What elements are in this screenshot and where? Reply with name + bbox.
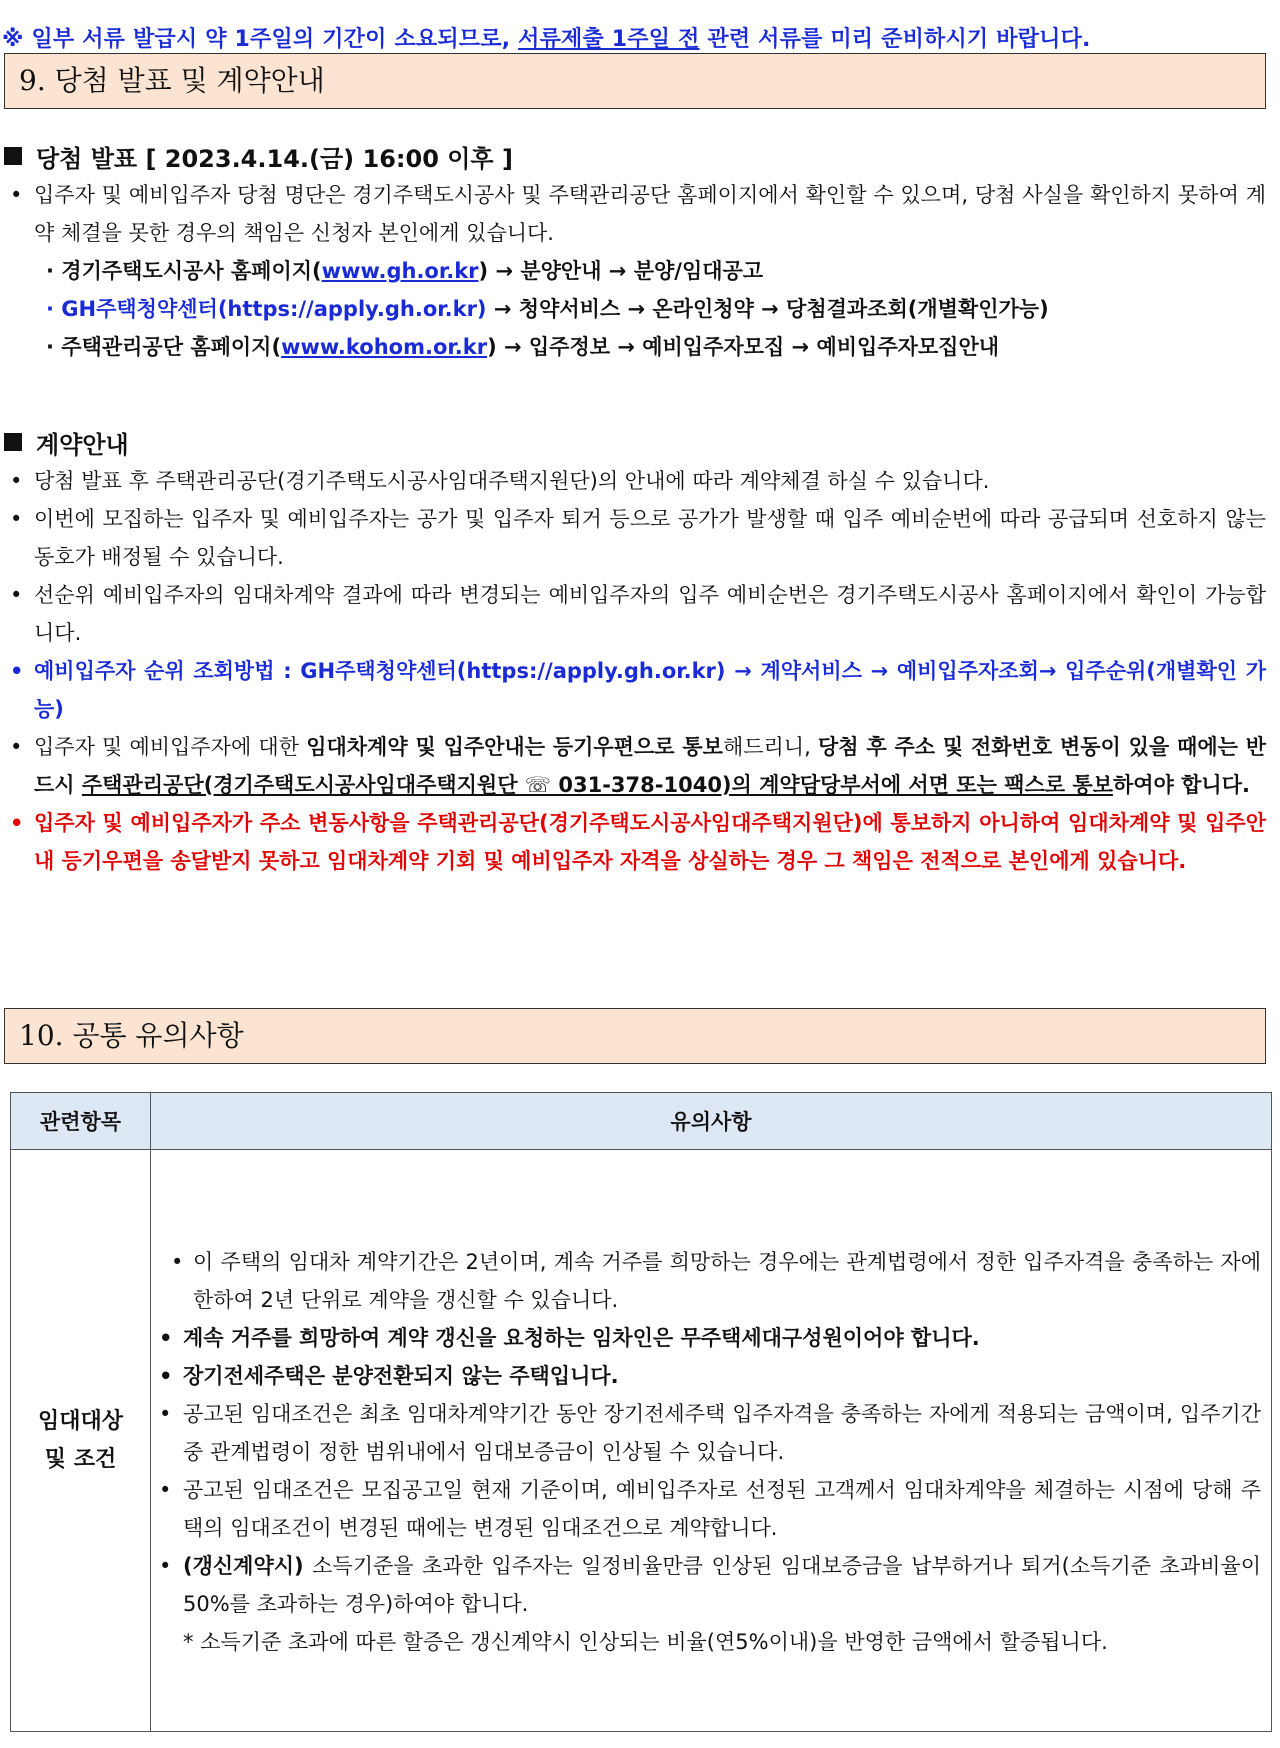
contract-block xyxy=(4,424,1266,880)
contract-bullet-5-part-6: 하여야 합니다. xyxy=(1112,773,1250,797)
contract-bullet-5-part-1: 입주자 및 예비입주자에 대한 xyxy=(34,735,307,759)
bullet-dot-icon: • xyxy=(10,469,23,493)
caution-item-2 xyxy=(155,1319,1261,1357)
gh-homepage-path xyxy=(4,252,1266,290)
bullet-dot-icon: • xyxy=(10,659,24,683)
contract-bullet-4-text: 예비입주자 순위 조회방법 : GH주택청약센터(https://apply.gh.or.kr) → 계약서비스 → 예비입주자조회→ 입주순위(개별확인 가능) xyxy=(34,659,1266,721)
gh-apply-suffix: → 청약서비스 → 온라인청약 → 당첨결과조회(개별확인가능) xyxy=(486,297,1049,321)
gh-homepage-suffix: ) → 분양안내 → 분양/임대공고 xyxy=(478,259,764,283)
gh-apply-link[interactable]: · GH주택청약센터(https://apply.gh.or.kr) xyxy=(46,297,487,321)
caution-item-6 xyxy=(155,1547,1261,1623)
bullet-dot-icon: • xyxy=(10,183,23,207)
section-10-title: 10. 공통 유의사항 xyxy=(4,1008,1266,1064)
caution-item-3 xyxy=(155,1357,1261,1395)
gh-apply-path xyxy=(4,290,1266,328)
bullet-dot-icon: • xyxy=(159,1477,172,1502)
kohom-prefix: · 주택관리공단 홈페이지( xyxy=(46,335,282,359)
contract-bullet-6-text: 입주자 및 예비입주자가 주소 변동사항을 주택관리공단(경기주택도시공사임대주택지원단)에 통보하지 아니하여 임대차계약 및 입주안내 등기우편을 송달받지 못하고 임대차계약 기회 및 예비입주자 자격을 상실하는 경우 그 책임은 전적으로 본인에게 있습니다. xyxy=(34,811,1266,873)
kohom-suffix: ) → 입주정보 → 예비입주자모집 → 예비입주자모집안내 xyxy=(487,335,1000,359)
contract-bullet-4 xyxy=(4,652,1266,728)
caution-item-5-text: 공고된 임대조건은 모집공고일 현재 기준이며, 예비입주자로 선정된 고객께서 임대차계약을 체결하는 시점에 당해 주택의 임대조건이 변경된 때에는 변경된 임대조건으로 계약합니다. xyxy=(183,1477,1261,1540)
caution-item-2-text: 계속 거주를 희망하여 계약 갱신을 요청하는 임차인은 무주택세대구성원이어야 합니다. xyxy=(183,1325,980,1350)
col-header-item: 관련항목 xyxy=(11,1093,151,1150)
contract-heading xyxy=(4,424,1266,460)
caution-item-6-text: 소득기준을 초과한 입주자는 일정비율만큼 인상된 임대보증금을 납부하거나 퇴거(소득기준 초과비율이 50%를 초과하는 경우)하여야 합니다. xyxy=(183,1553,1261,1616)
contract-bullet-5 xyxy=(4,728,1266,804)
caution-item-3-text: 장기전세주택은 분양전환되지 않는 주택입니다. xyxy=(183,1363,619,1388)
kohom-path xyxy=(4,328,1266,366)
caution-item-5 xyxy=(155,1471,1261,1547)
contract-bullet-6 xyxy=(4,804,1266,880)
contract-bullet-5-part-5: 주택관리공단(경기주택도시공사임대주택지원단 ☏ 031-378-1040)의 계약담당부서에 서면 또는 팩스로 통보 xyxy=(81,773,1113,797)
gh-homepage-link[interactable]: www.gh.or.kr xyxy=(321,259,479,283)
announcement-heading-text: 당첨 발표 [ 2023.4.14.(금) 16:00 이후 ] xyxy=(36,144,513,173)
table-header-row xyxy=(11,1093,1272,1150)
caution-item-1-text: 이 주택의 임대차 계약기간은 2년이며, 계속 거주를 희망하는 경우에는 관계법령에서 정한 입주자격을 충족하는 자에 한하여 2년 단위로 계약을 갱신할 수 있습니다. xyxy=(193,1249,1261,1312)
row-label-text: 임대대상 및 조건 xyxy=(37,1408,123,1472)
section-9-title: 9. 당첨 발표 및 계약안내 xyxy=(4,53,1266,109)
caution-table xyxy=(10,1092,1272,1732)
contract-bullet-3-text: 선순위 예비입주자의 임대차계약 결과에 따라 변경되는 예비입주자의 입주 예비순번은 경기주택도시공사 홈페이지에서 확인이 가능합니다. xyxy=(34,583,1266,645)
contract-bullet-1 xyxy=(4,462,1266,500)
announcement-block xyxy=(4,138,1266,366)
caution-item-1 xyxy=(161,1243,1261,1319)
bullet-dot-icon: • xyxy=(159,1325,173,1350)
kohom-link[interactable]: www.kohom.or.kr xyxy=(281,335,488,359)
bullet-dot-icon: • xyxy=(171,1249,184,1274)
row-content xyxy=(151,1150,1272,1732)
notice-text-2: 관련 서류를 미리 준비하시기 바랍니다. xyxy=(699,27,1091,52)
row-label xyxy=(11,1150,151,1732)
document-notice xyxy=(2,22,1262,53)
announcement-heading xyxy=(4,138,1266,174)
bullet-dot-icon: • xyxy=(159,1363,173,1388)
bullet-dot-icon: • xyxy=(10,507,23,531)
gh-homepage-prefix: · 경기주택도시공사 홈페이지( xyxy=(46,259,322,283)
caution-item-6-bold: (갱신계약시) xyxy=(183,1553,304,1578)
table-row xyxy=(11,1150,1272,1732)
contract-bullet-1-text: 당첨 발표 후 주택관리공단(경기주택도시공사임대주택지원단)의 안내에 따라 계약체결 하실 수 있습니다. xyxy=(34,469,990,493)
contract-bullet-2-text: 이번에 모집하는 입주자 및 예비입주자는 공가 및 입주자 퇴거 등으로 공가가 발생할 때 입주 예비순번에 따라 공급되며 선호하지 않는 동호가 배정될 수 있습니다. xyxy=(34,507,1266,569)
bullet-dot-icon: • xyxy=(10,811,24,835)
contract-bullet-5-part-4: 당첨 후 주소 및 전화번호 변동이 있을 때에는 반드시 xyxy=(34,735,1267,797)
contract-bullet-5-part-3: 해드리니, xyxy=(722,735,818,759)
bullet-dot-icon: • xyxy=(159,1401,172,1426)
bullet-dot-icon: • xyxy=(10,735,23,759)
square-bullet-icon xyxy=(4,147,22,165)
caution-item-4-text: 공고된 임대조건은 최초 임대차계약기간 동안 장기전세주택 입주자격을 충족하는 자에게 적용되는 금액이며, 입주기간 중 관계법령이 정한 범위내에서 임대보증금이 인상될 수 있습니다. xyxy=(183,1401,1261,1464)
contract-bullet-3 xyxy=(4,576,1266,652)
bullet-dot-icon: • xyxy=(10,583,23,607)
notice-underlined: 서류제출 1주일 전 xyxy=(518,27,700,52)
contract-bullet-2 xyxy=(4,500,1266,576)
col-header-notes: 유의사항 xyxy=(151,1093,1272,1150)
notice-text-1: ※ 일부 서류 발급시 약 1주일의 기간이 소요되므로, xyxy=(2,27,519,52)
contract-bullet-5-part-2: 임대차계약 및 입주안내는 등기우편으로 통보 xyxy=(306,735,723,759)
announcement-bullet xyxy=(4,176,1266,252)
announcement-bullet-text: 입주자 및 예비입주자 당첨 명단은 경기주택도시공사 및 주택관리공단 홈페이지에서 확인할 수 있으며, 당첨 사실을 확인하지 못하여 계약 체결을 못한 경우의 책임은 신청자 본인에게 있습니다. xyxy=(34,183,1266,245)
bullet-dot-icon: • xyxy=(159,1553,172,1578)
caution-note: * 소득기준 초과에 따른 할증은 갱신계약시 인상되는 비율(연5%이내)을 반영한 금액에서 할증됩니다. xyxy=(183,1629,1108,1654)
caution-item-4 xyxy=(155,1395,1261,1471)
contract-heading-text: 계약안내 xyxy=(36,430,129,459)
square-bullet-icon xyxy=(4,433,22,451)
